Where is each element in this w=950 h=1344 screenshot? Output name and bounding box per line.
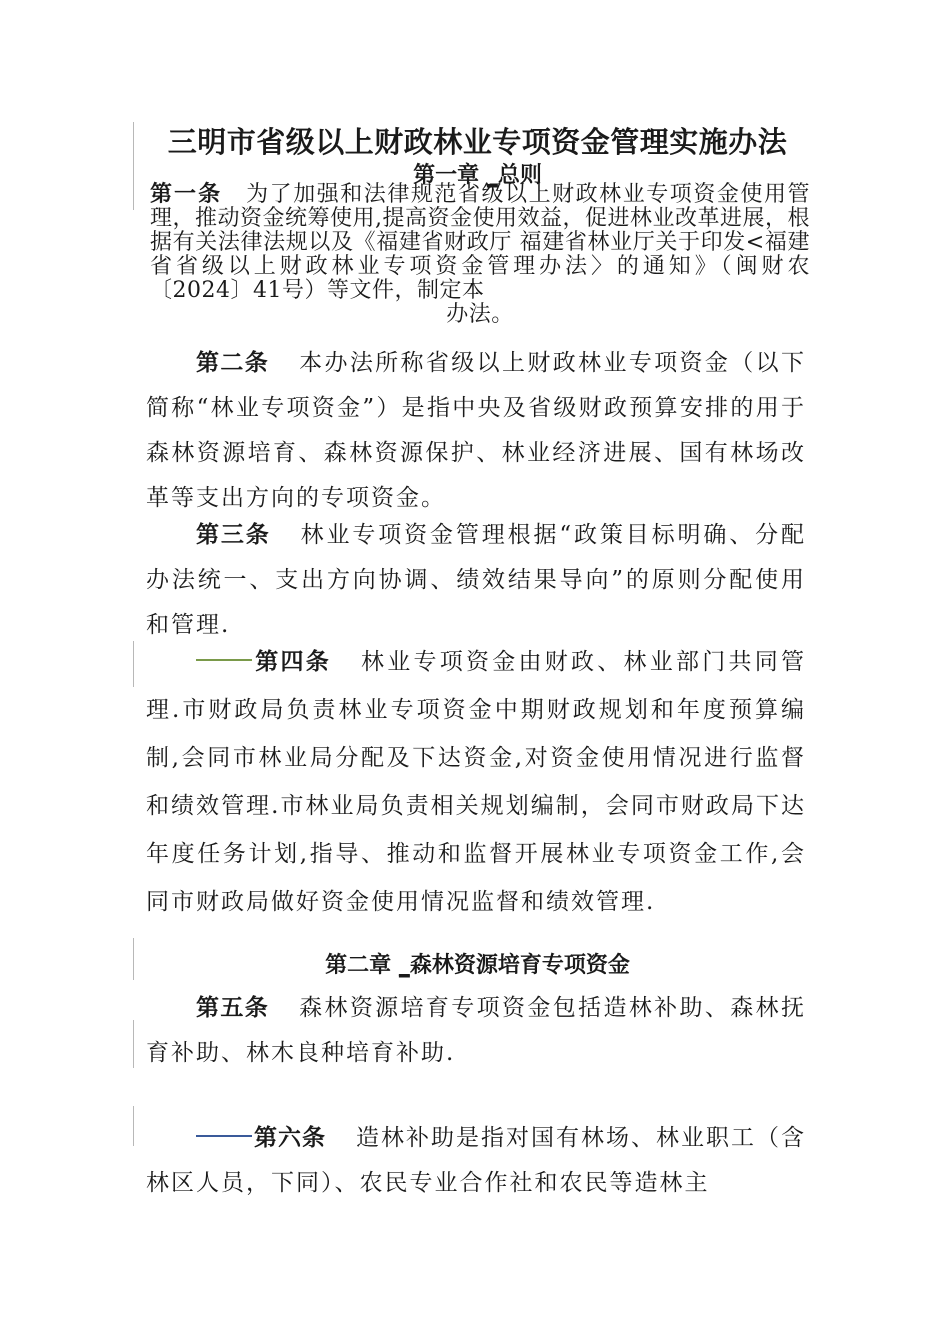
dash-mark bbox=[196, 1135, 252, 1137]
margin-bar bbox=[133, 938, 134, 980]
article-body-end: 办法。 bbox=[446, 302, 514, 327]
article-2 bbox=[146, 340, 806, 521]
chapter-underscore: _ bbox=[486, 163, 498, 188]
margin-bar bbox=[133, 1106, 134, 1146]
margin-bar bbox=[133, 1020, 134, 1068]
margin-bar bbox=[133, 122, 134, 210]
article-body: 林业专项资金由财政、林业部门共同管理.市财政局负责林业专项资金中期财政规划和年度预算编制,会同市林业局分配及下达资金,对资金使用情况进行监督和绩效管理.市林业局负责相关规划编制，会同市财政局下达年度任务计划,指导、推动和监督开展林业专项资金工作,会同市财政局做好资金使用情况监督和绩效管理. bbox=[146, 649, 806, 915]
chapter-heading bbox=[140, 948, 815, 979]
article-6 bbox=[146, 1115, 806, 1206]
chapter-name: 总则 bbox=[497, 163, 542, 188]
article-heading: 第二条 bbox=[196, 349, 270, 376]
article-4 bbox=[146, 638, 806, 926]
chapter-label: 第一章 bbox=[413, 163, 480, 188]
article-5 bbox=[146, 985, 806, 1076]
article-body: 林业专项资金管理根据“政策目标明确、分配办法统一、支出方向协调、绩效结果导向”的原则分配使用和管理. bbox=[146, 522, 806, 638]
article-body: 本办法所称省级以上财政林业专项资金（以下简称“林业专项资金”）是指中央及省级财政预算安排的用于森林资源培育、森林资源保护、林业经济进展、国有林场改革等支出方向的专项资金。 bbox=[146, 350, 807, 511]
dash-mark bbox=[196, 659, 252, 661]
article-1 bbox=[150, 182, 810, 327]
article-body: 造林补助是指对国有林场、林业职工（含林区人员，下同）、农民专业合作社和农民等造林主 bbox=[146, 1125, 806, 1196]
chapter-label: 第二章 bbox=[325, 953, 392, 978]
article-heading: 第四条 bbox=[254, 648, 331, 675]
chapter-underscore: _ bbox=[398, 953, 410, 978]
chapter-name: 森林资源培育专项资金 bbox=[409, 953, 630, 978]
article-heading: 第三条 bbox=[196, 521, 271, 548]
document-title: 三明市省级以上财政林业专项资金管理实施办法 bbox=[167, 125, 788, 159]
margin-bar bbox=[133, 641, 134, 687]
article-heading: 第六条 bbox=[254, 1124, 326, 1151]
article-heading: 第五条 bbox=[196, 994, 270, 1021]
article-3 bbox=[146, 512, 806, 648]
article-body: 为了加强和法律规范省级以上财政林业专项资金使用管理，推动资金统筹使用,提高资金使用效益，促进林业改革进展，根据有关法律法规以及《福建省财政厅 福建省林业厅关于印发<福建省省级以上财政林业专项资金管理办法〉的通知》（闽财农〔2024〕41号）等文件，制定本 bbox=[150, 182, 810, 303]
article-heading: 第一条 bbox=[150, 181, 223, 207]
article-body: 森林资源培育专项资金包括造林补助、森林抚育补助、林木良种培育补助. bbox=[146, 995, 807, 1066]
